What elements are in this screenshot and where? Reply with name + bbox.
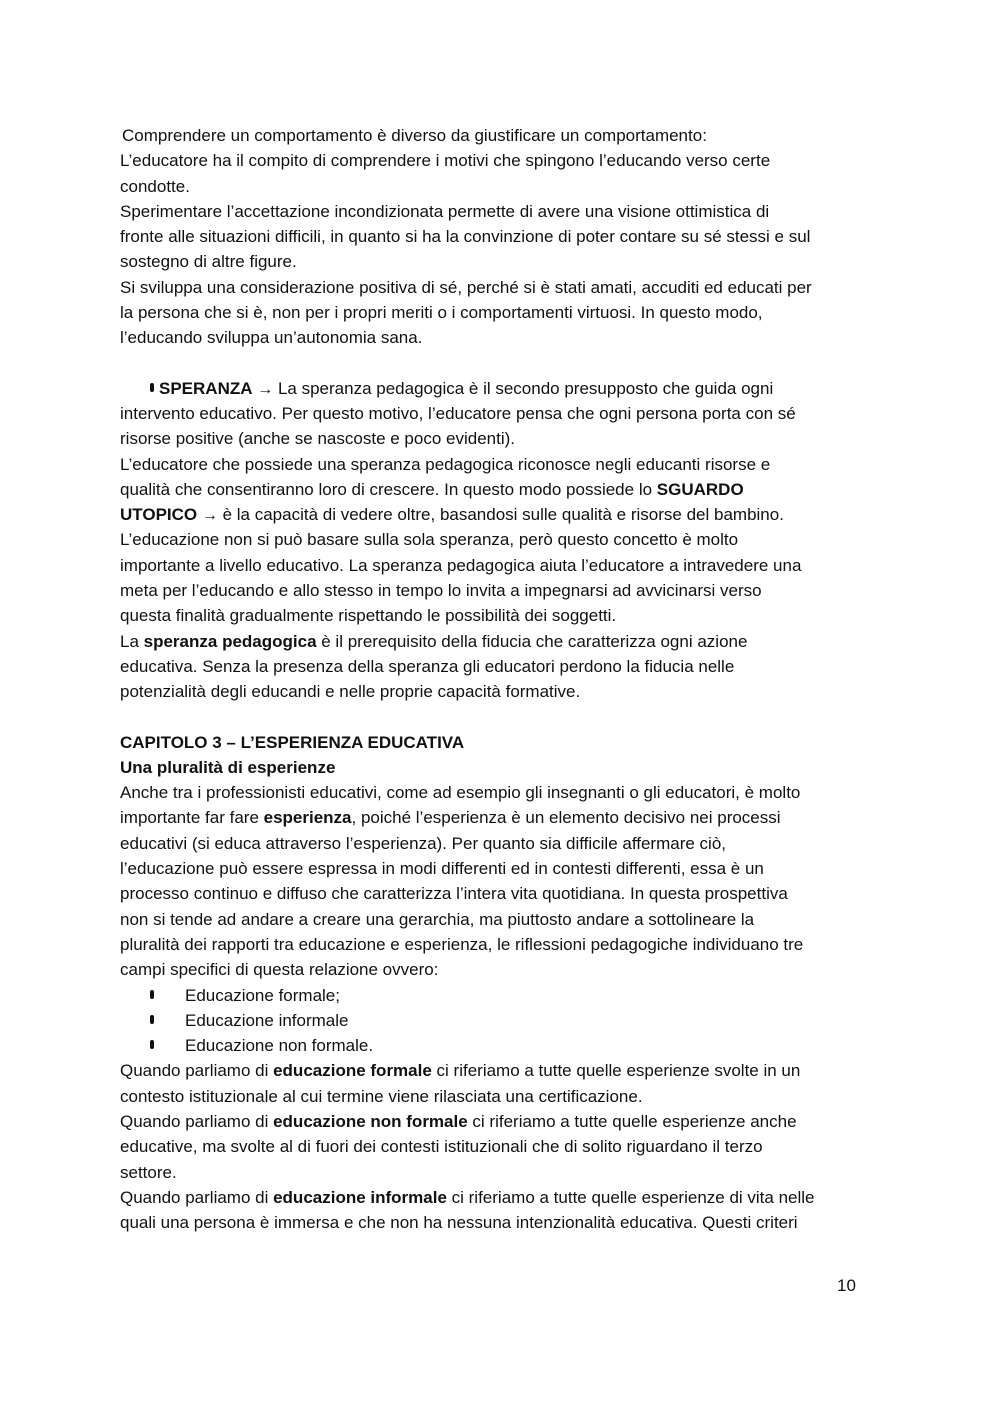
text-line (120, 502, 880, 527)
text-line: pluralità dei rapporti tra educazione e esperienza, le riflessioni pedagogiche individuano tre (120, 934, 804, 954)
text-line: condotte. (120, 176, 190, 196)
utopico-term: UTOPICO (120, 505, 198, 525)
text-fragment: ci riferiamo a tutte quelle esperienze di vita nelle (446, 1187, 815, 1207)
bullet-icon (150, 990, 154, 999)
text-line: Si sviluppa una considerazione positiva di sé, perché si è stati amati, accuditi ed educati per (120, 277, 812, 297)
text-line: risorse positive (anche se nascoste e poco evidenti). (120, 429, 515, 449)
text-fragment: La speranza pedagogica è il secondo presupposto che guida ogni (273, 378, 774, 398)
text-line (120, 1109, 880, 1134)
text-line: importante a livello educativo. La speranza pedagogica aiuta l’educatore a intravedere una (120, 555, 802, 575)
spacer (120, 351, 880, 376)
document-body (120, 123, 880, 1235)
text-fragment: Quando parliamo di (120, 1187, 274, 1207)
text-fragment: La (120, 631, 144, 651)
bullet-icon (150, 1015, 154, 1024)
text-line: contesto istituzionale al cui termine viene rilasciata una certificazione. (120, 1086, 643, 1106)
list-item (120, 1033, 880, 1058)
page-number: 10 (837, 1276, 856, 1295)
text-fragment: importante far fare (120, 808, 264, 828)
text-fragment: è la capacità di vedere oltre, basandosi sulle qualità e risorse del bambino. (217, 505, 784, 525)
text-line: l’educazione può essere espressa in modi differenti ed in contesti differenti, essa è un (120, 859, 764, 879)
text-line: non si tende ad andare a creare una gerarchia, ma piuttosto andare a sottolineare la (120, 909, 755, 929)
list-item-label: Educazione formale; (185, 985, 340, 1005)
text-line: Sperimentare l’accettazione incondizionata permette di avere una visione ottimistica di (120, 201, 770, 221)
text-line (120, 1185, 880, 1210)
text-fragment: Quando parliamo di (120, 1061, 274, 1081)
bold-term: speranza pedagogica (143, 631, 317, 651)
text-line: fronte alle situazioni difficili, in quanto si ha la convinzione di poter contare su sé stessi e sul (120, 227, 811, 247)
text-line (120, 477, 880, 502)
text-line: sostegno di altre figure. (120, 252, 297, 272)
text-fragment: ci riferiamo a tutte quelle esperienze svolte in un (431, 1061, 801, 1081)
bullet-icon (150, 1040, 154, 1049)
text-line: educativi (si educa attraverso l’esperienza). Per quanto sia difficile affermare ciò, (120, 833, 727, 853)
text-line: L’educatore ha il compito di comprendere i motivi che spingono l’educando verso certe (120, 151, 771, 171)
bold-term: educazione formale (273, 1061, 432, 1081)
text-line (120, 1058, 880, 1083)
list-item-label: Educazione non formale. (185, 1036, 374, 1056)
text-line: potenzialità degli educandi e nelle proprie capacità formative. (120, 682, 581, 702)
text-fragment: è il prerequisito della fiducia che caratterizza ogni azione (316, 631, 748, 651)
list-item (120, 983, 880, 1008)
text-fragment: qualità che consentiranno loro di crescere. In questo modo possiede lo (120, 479, 657, 499)
text-line: processo continuo e diffuso che caratterizza l’intera vita quotidiana. In questa prospettiva (120, 884, 788, 904)
text-line: quali una persona è immersa e che non ha nessuna intenzionalità educativa. Questi criteri (120, 1213, 798, 1233)
text-line: L’educatore che possiede una speranza pedagogica riconosce negli educanti risorse e (120, 454, 771, 474)
arrow-right-icon: → (257, 380, 274, 398)
text-line: intervento educativo. Per questo motivo, l’educatore pensa che ogni persona porta con sé (120, 403, 796, 423)
speranza-term: SPERANZA (159, 378, 253, 398)
section-subtitle: Una pluralità di esperienze (120, 757, 336, 777)
bold-term: educazione non formale (273, 1111, 468, 1131)
text-line: la persona che si è, non per i propri meriti o i comportamenti virtuosi. In questo modo, (120, 303, 763, 323)
text-line: meta per l’educando e allo stesso in tempo lo invita a impegnarsi ad avvicinarsi verso (120, 581, 762, 601)
text-line: educativa. Senza la presenza della speranza gli educatori perdono la fiducia nelle (120, 656, 735, 676)
text-line: campi specifici di questa relazione ovvero: (120, 960, 439, 980)
spacer (120, 705, 880, 730)
bold-term: educazione informale (273, 1187, 447, 1207)
list-item (120, 1008, 880, 1033)
sguardo-term: SGUARDO (656, 479, 744, 499)
text-line: L’educazione non si può basare sulla sola speranza, però questo concetto è molto (120, 530, 739, 550)
speranza-bullet-line (120, 376, 880, 401)
chapter-title: CAPITOLO 3 – L’ESPERIENZA EDUCATIVA (120, 732, 465, 752)
text-line: l’educando sviluppa un’autonomia sana. (120, 328, 423, 348)
text-line: settore. (120, 1162, 177, 1182)
text-fragment: Quando parliamo di (120, 1111, 274, 1131)
text-line: Comprendere un comportamento è diverso da giustificare un comportamento: (122, 126, 707, 145)
bold-term: esperienza (263, 808, 352, 828)
text-line: questa finalità gradualmente rispettando le possibilità dei soggetti. (120, 606, 617, 626)
text-line (120, 805, 880, 830)
text-line: Anche tra i professionisti educativi, come ad esempio gli insegnanti o gli educatori, è molto (120, 783, 801, 803)
text-line: educative, ma svolte al di fuori dei contesti istituzionali che di solito riguardano il terzo (120, 1137, 763, 1157)
list-item-label: Educazione informale (185, 1010, 349, 1030)
text-line (120, 629, 880, 654)
arrow-right-icon: → (201, 507, 218, 525)
text-fragment: ci riferiamo a tutte quelle esperienze anche (467, 1111, 797, 1131)
text-fragment: , poiché l’esperienza è un elemento decisivo nei processi (351, 808, 781, 828)
bullet-icon (150, 383, 154, 392)
